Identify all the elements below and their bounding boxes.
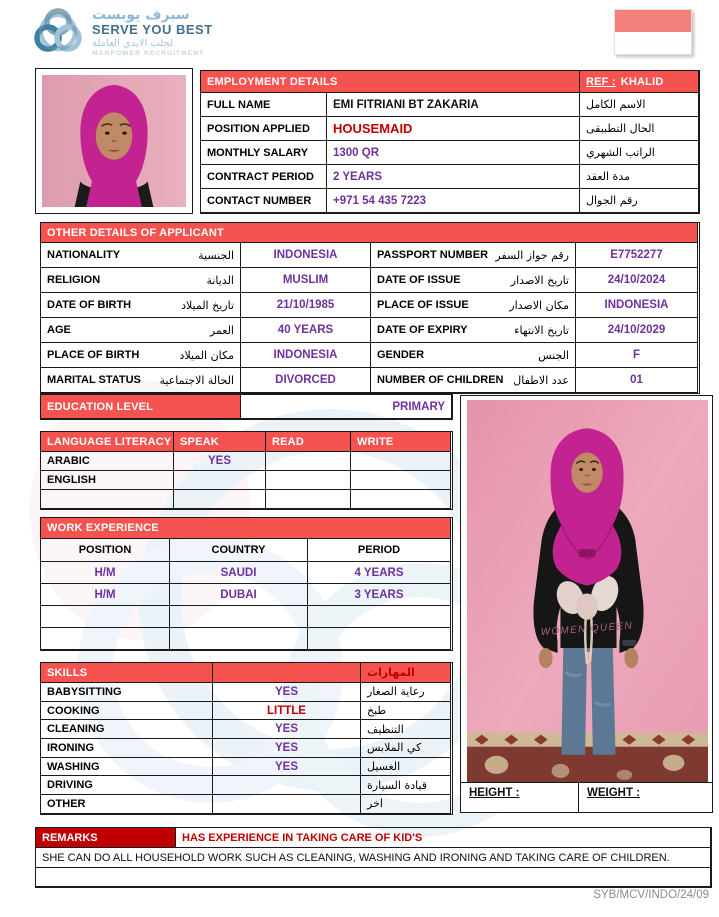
skills-header-arabic: المهارات [361,663,451,683]
col-header-country: COUNTRY [170,539,308,562]
work-row-0-country: SAUDI [170,562,308,584]
col-header-position: POSITION [41,539,170,562]
work-row-3-period [308,628,451,650]
col-header-speak: SPEAK [174,432,266,452]
col-header-write: WRITE [351,432,451,452]
language-english-read [266,471,351,490]
skill-arabic-washing: الغسيل [361,758,451,777]
skill-arabic-babysitting: رعاية الصغار [361,683,451,702]
language-literacy-table [40,431,453,510]
language-english-write [351,471,451,490]
ref-cell [580,71,699,93]
label-religion: RELIGION [47,274,101,286]
arabic-place-of-birth: مكان الميلاد [179,348,234,362]
label-place-of-issue: PLACE OF ISSUE [377,299,469,311]
value-place-of-issue: INDONESIA [576,293,698,318]
field-value-contact-number: +971 54 435 7223 [327,189,580,213]
language-blank-read [266,490,351,509]
skill-label-babysitting: BABYSITTING [41,683,213,702]
field-arabic-contract-period: مدة العقد [580,165,699,189]
field-label-contact-number: CONTACT NUMBER [201,189,327,213]
language-row-arabic: ARABIC [41,452,174,471]
value-gender: F [576,343,698,368]
language-blank-speak [174,490,266,509]
work-row-1-country: DUBAI [170,584,308,606]
skills-table [40,662,453,815]
label-nationality: NATIONALITY [47,249,121,261]
work-experience-header: WORK EXPERIENCE [41,518,451,539]
arabic-gender: الجنس [538,348,569,362]
work-row-3-position [41,628,170,650]
document-reference-code: SYB/MCV/INDO/24/09 [593,889,709,901]
skill-arabic-driving: قيادة السيارة [361,776,451,795]
height-weight-row [461,782,712,813]
arabic-marital-status: الحالة الاجتماعية [159,373,234,387]
field-value-monthly-salary: 1300 QR [327,141,580,165]
remarks-empty-row [36,868,711,887]
label-number-of-children: NUMBER OF CHILDREN [377,374,504,386]
skill-arabic-cleaning: التنظيف [361,720,451,739]
field-value-position-applied: HOUSEMAID [327,117,580,141]
work-row-2-period [308,606,451,628]
value-nationality: INDONESIA [241,243,371,268]
field-value-contract-period: 2 YEARS [327,165,580,189]
language-arabic-write [351,452,451,471]
employment-details-header: EMPLOYMENT DETAILS [201,71,580,93]
logo-arabic-subtitle: لجلب الايدي العاملة [92,38,174,50]
logo-subtitle: MANPOWER RECRUITMENT [92,49,205,57]
field-label-contract-period: CONTRACT PERIOD [201,165,327,189]
value-date-of-birth: 21/10/1985 [241,293,371,318]
work-row-1-period: 3 YEARS [308,584,451,606]
work-experience-table [40,517,453,651]
label-age: AGE [47,324,71,336]
skill-value-washing: YES [213,758,361,777]
arabic-religion: الديانة [206,273,234,287]
value-passport-number: E7752277 [576,243,698,268]
other-details-header: OTHER DETAILS OF APPLICANT [41,223,698,243]
value-religion: MUSLIM [241,268,371,293]
label-marital-status: MARITAL STATUS [47,374,141,386]
work-row-0-position: H/M [41,562,170,584]
skill-value-other [213,795,361,814]
field-label-position-applied: POSITION APPLIED [201,117,327,141]
skill-arabic-other: اخر [361,795,451,814]
arabic-date-of-expiry: تاريخ الانتهاء [514,323,569,337]
value-place-of-birth: INDONESIA [241,343,371,368]
label-place-of-birth: PLACE OF BIRTH [47,349,140,361]
work-row-0-period: 4 YEARS [308,562,451,584]
arabic-passport-number: رقم جواز السفر [495,248,569,262]
label-date-of-expiry: DATE OF EXPIRY [377,324,468,336]
ref-value: KHALID [620,75,664,88]
label-gender: GENDER [377,349,425,361]
arabic-nationality: الجنسية [198,248,234,262]
skill-value-babysitting: YES [213,683,361,702]
field-arabic-position-applied: الحال التطبيقى [580,117,699,141]
company-logo [30,4,213,60]
language-arabic-read [266,452,351,471]
col-header-read: READ [266,432,351,452]
remarks-header: REMARKS [36,828,176,848]
value-date-of-issue: 24/10/2024 [576,268,698,293]
skill-value-ironing: YES [213,739,361,758]
shirt-text: WOMEN QUEEN [540,620,634,639]
height-label: HEIGHT : [461,783,579,813]
indonesia-flag [614,9,692,55]
arabic-age: العمر [209,323,234,337]
work-row-2-country [170,606,308,628]
education-level-header: EDUCATION LEVEL [41,395,241,419]
skill-label-cooking: COOKING [41,702,213,721]
col-header-period: PERIOD [308,539,451,562]
field-arabic-full-name: الاسم الكامل [580,93,699,117]
skill-arabic-ironing: كي الملابس [361,739,451,758]
field-arabic-contact-number: رقم الجوال [580,189,699,213]
value-date-of-expiry: 24/10/2029 [576,318,698,343]
language-english-speak [174,471,266,490]
field-value-full-name: EMI FITRIANI BT ZAKARIA [327,93,580,117]
remarks-body: SHE CAN DO ALL HOUSEHOLD WORK SUCH AS CLEANING, WASHING AND IRONING AND TAKING CARE OF CHILDREN. [36,848,711,868]
employment-details-table [200,70,700,214]
weight-label: WEIGHT : [587,787,641,799]
skill-value-driving [213,776,361,795]
work-row-2-position [41,606,170,628]
field-arabic-monthly-salary: الراتب الشهري [580,141,699,165]
label-date-of-birth: DATE OF BIRTH [47,299,132,311]
skill-label-ironing: IRONING [41,739,213,758]
work-row-3-country [170,628,308,650]
field-label-full-name: FULL NAME [201,93,327,117]
skill-arabic-cooking: طبخ [361,702,451,721]
skills-header: SKILLS [41,663,213,683]
skill-value-cleaning: YES [213,720,361,739]
logo-title: SERVE YOU BEST [92,22,213,38]
label-passport-number: PASSPORT NUMBER [377,249,489,261]
logo-arabic-title: سيرف يوبست [92,7,190,23]
work-row-1-position: H/M [41,584,170,606]
label-date-of-issue: DATE OF ISSUE [377,274,461,286]
arabic-place-of-issue: مكان الاصدار [509,298,569,312]
arabic-date-of-issue: تاريخ الاصدار [510,273,569,287]
applicant-headshot-photo [42,75,186,207]
value-number-of-children: 01 [576,368,698,393]
value-marital-status: DIVORCED [241,368,371,393]
remarks-headline: HAS EXPERIENCE IN TAKING CARE OF KID'S [176,828,711,848]
skill-label-cleaning: CLEANING [41,720,213,739]
language-row-english: ENGLISH [41,471,174,490]
education-level-row [40,394,453,420]
education-level-value: PRIMARY [241,395,452,419]
skills-header-spacer [213,663,361,683]
arabic-date-of-birth: تاريخ الميلاد [181,298,234,312]
skill-value-cooking: LITTLE [213,702,361,721]
other-details-table [40,222,700,394]
language-arabic-speak: YES [174,452,266,471]
col-header-language: LANGUAGE LITERACY [41,432,174,452]
language-blank-write [351,490,451,509]
skill-label-other: OTHER [41,795,213,814]
logo-knot-icon [30,4,86,60]
skill-label-driving: DRIVING [41,776,213,795]
applicant-fullbody-frame [460,395,713,813]
remarks-table [35,827,712,888]
applicant-fullbody-photo [467,400,708,782]
ref-label: REF : [586,75,616,88]
language-row-blank [41,490,174,509]
arabic-number-of-children: عدد الاطفال [513,373,569,387]
field-label-monthly-salary: MONTHLY SALARY [201,141,327,165]
applicant-headshot-frame [35,68,193,214]
skill-label-washing: WASHING [41,758,213,777]
value-age: 40 YEARS [241,318,371,343]
